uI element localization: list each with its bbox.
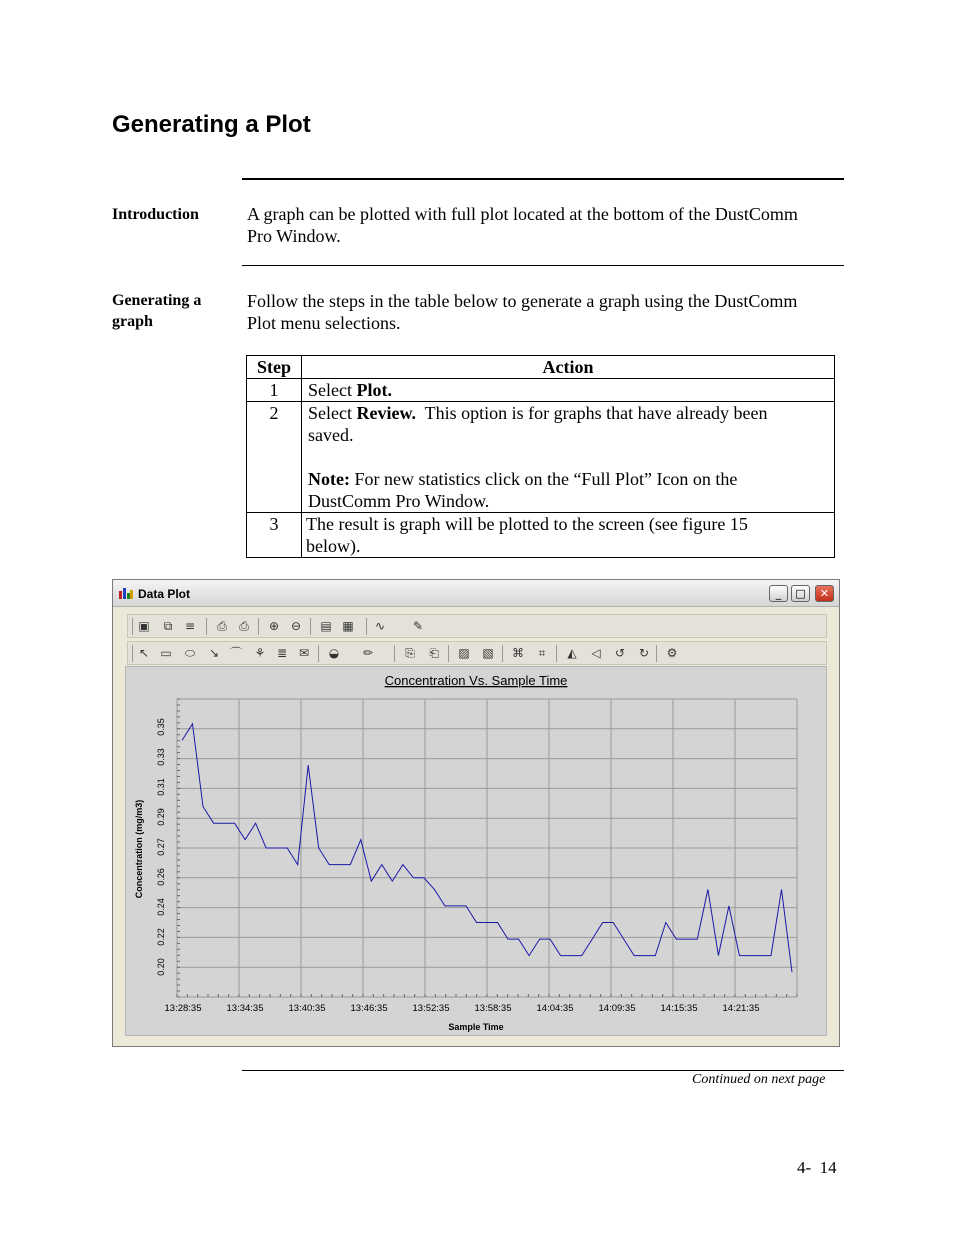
paste-format-icon[interactable]: ⎗ xyxy=(429,646,439,660)
fit-all-icon[interactable]: ▦ xyxy=(342,619,354,633)
action-text: The result is graph will be plotted to the screen (see figure 15 xyxy=(306,514,748,534)
section-rule xyxy=(242,178,844,180)
toolbar-separator xyxy=(656,645,657,662)
print-preview-icon[interactable]: ⎙ xyxy=(217,619,227,633)
continued-note: Continued on next page xyxy=(692,1072,826,1087)
action-bold: Review. xyxy=(356,403,416,423)
copy-format-icon[interactable]: ⎘ xyxy=(405,646,415,660)
y-tick-label: 0.31 xyxy=(156,778,166,796)
table-row xyxy=(247,513,835,558)
fill-icon[interactable]: ◒ xyxy=(328,646,340,660)
intro-line-1: A graph can be plotted with full plot located at the bottom of the DustComm xyxy=(247,204,798,224)
toolbar-separator xyxy=(394,645,395,662)
intro-label: Introduction xyxy=(112,206,199,223)
flip-v-icon[interactable]: ◁ xyxy=(591,646,601,660)
y-tick-label: 0.20 xyxy=(156,958,166,976)
rectangle-icon[interactable]: ▭ xyxy=(160,646,172,660)
rotate-left-icon[interactable]: ↺ xyxy=(614,646,626,660)
step-number: 2 xyxy=(247,402,302,513)
print-icon[interactable]: ⎙ xyxy=(239,619,249,633)
title-bar[interactable] xyxy=(113,580,839,607)
table-row xyxy=(247,379,835,402)
send-back-icon[interactable]: ▧ xyxy=(482,646,494,660)
toolbar-separator xyxy=(502,645,503,662)
steps-table xyxy=(246,355,835,558)
x-tick-label: 13:40:35 xyxy=(288,1003,326,1014)
y-tick-label: 0.26 xyxy=(156,868,166,886)
ungroup-icon[interactable]: ⌗ xyxy=(538,646,546,660)
generating-text xyxy=(247,290,837,334)
line-style-icon[interactable]: ∿ xyxy=(374,619,386,633)
intro-text xyxy=(247,203,837,247)
toolbar-separator xyxy=(132,645,133,662)
toolbar-separator xyxy=(556,645,557,662)
pointer-icon[interactable]: ↖ xyxy=(138,646,150,660)
generating-label xyxy=(112,290,232,332)
maximize-button[interactable]: □ xyxy=(791,585,810,602)
chart-title: Concentration Vs. Sample Time xyxy=(384,673,568,688)
y-tick-label: 0.22 xyxy=(156,928,166,946)
toolbar-separator xyxy=(310,618,311,635)
page-title: Generating a Plot xyxy=(112,111,311,138)
paint-icon[interactable]: ✎ xyxy=(412,619,424,633)
x-tick-label: 14:15:35 xyxy=(660,1003,698,1014)
toolbar-main xyxy=(127,614,827,638)
action-text: Select xyxy=(308,403,357,423)
arrow-icon[interactable]: ↘ xyxy=(208,646,220,660)
x-tick-label: 14:21:35 xyxy=(722,1003,760,1014)
ellipse-icon[interactable]: ⬭ xyxy=(184,646,196,660)
divider-rule xyxy=(242,265,844,266)
group-icon[interactable]: ⌘ xyxy=(512,646,524,660)
zoom-out-icon[interactable]: ⊖ xyxy=(290,619,302,633)
toolbar-separator xyxy=(318,645,319,662)
note-text: For new statistics click on the “Full Plot” Icon on the xyxy=(349,469,738,489)
minimize-button[interactable]: _ xyxy=(769,585,788,602)
generating-line-1: Follow the steps in the table below to generate a graph using the DustComm xyxy=(247,291,798,311)
data-plot-window xyxy=(112,579,840,1047)
zoom-in-icon[interactable]: ⊕ xyxy=(268,619,280,633)
toolbar-separator xyxy=(448,645,449,662)
x-tick-label: 13:28:35 xyxy=(164,1003,202,1014)
header-action: Action xyxy=(302,356,835,379)
y-tick-label: 0.33 xyxy=(156,748,166,766)
axis-icon[interactable]: ≡ xyxy=(184,619,196,633)
close-button[interactable]: ✕ xyxy=(815,585,834,602)
bring-front-icon[interactable]: ▨ xyxy=(458,646,470,660)
x-axis-label: Sample Time xyxy=(448,1022,504,1032)
note-label: Note: xyxy=(308,469,350,489)
y-tick-label: 0.29 xyxy=(156,808,166,826)
toolbar-separator xyxy=(206,618,207,635)
action-text: saved. xyxy=(308,425,354,445)
image-icon[interactable]: ⚘ xyxy=(254,646,266,660)
y-tick-label: 0.27 xyxy=(156,838,166,856)
step-number: 3 xyxy=(247,513,302,558)
x-tick-label: 13:58:35 xyxy=(474,1003,512,1014)
curve-icon[interactable]: ⌒ xyxy=(229,646,242,660)
y-axis-label: Concentration (mg/m3) xyxy=(134,799,144,899)
page-number: 4- 14 xyxy=(797,1158,837,1177)
toolbar-separator xyxy=(366,618,367,635)
table-header-row xyxy=(247,356,835,379)
copy-icon[interactable]: ⧉ xyxy=(163,619,173,633)
y-tick-label: 0.35 xyxy=(156,718,166,736)
note-text: DustComm Pro Window. xyxy=(308,491,490,511)
toolbar-drawing xyxy=(127,641,827,665)
generating-label-line-1: Generating a xyxy=(112,292,202,309)
toolbar-separator xyxy=(132,618,133,635)
action-bold: Plot. xyxy=(356,380,392,400)
x-tick-label: 14:04:35 xyxy=(536,1003,574,1014)
generating-label-line-2: graph xyxy=(112,313,153,330)
y-tick-label: 0.24 xyxy=(156,898,166,916)
action-text: below). xyxy=(306,536,361,556)
table-row xyxy=(247,402,835,513)
x-tick-label: 13:34:35 xyxy=(226,1003,264,1014)
rotate-right-icon[interactable]: ↻ xyxy=(638,646,650,660)
flip-h-icon[interactable]: ◭ xyxy=(567,646,577,660)
generating-line-2: Plot menu selections. xyxy=(247,313,401,333)
intro-line-2: Pro Window. xyxy=(247,226,341,246)
line-color-icon[interactable]: ✏ xyxy=(362,646,374,660)
action-text: Select xyxy=(308,380,357,400)
fit-icon[interactable]: ▤ xyxy=(320,619,332,633)
save-icon[interactable]: ▣ xyxy=(138,619,150,633)
step-action xyxy=(302,379,835,402)
step-action xyxy=(302,402,835,513)
step-action xyxy=(302,513,835,558)
x-tick-label: 13:46:35 xyxy=(350,1003,388,1014)
text-icon[interactable]: ≣ xyxy=(276,646,288,660)
window-title: Data Plot xyxy=(138,587,191,601)
x-tick-label: 14:09:35 xyxy=(598,1003,636,1014)
line-chart xyxy=(126,667,826,1035)
plot-panel xyxy=(125,666,827,1036)
footer-rule xyxy=(242,1070,844,1071)
bar-chart-icon xyxy=(119,587,133,599)
x-tick-label: 13:52:35 xyxy=(412,1003,450,1014)
toolbar-separator xyxy=(258,618,259,635)
step-number: 1 xyxy=(247,379,302,402)
action-text: This option is for graphs that have already been xyxy=(415,403,768,423)
header-step: Step xyxy=(247,356,302,379)
note-icon[interactable]: ✉ xyxy=(298,646,310,660)
properties-icon[interactable]: ⚙ xyxy=(666,646,678,660)
